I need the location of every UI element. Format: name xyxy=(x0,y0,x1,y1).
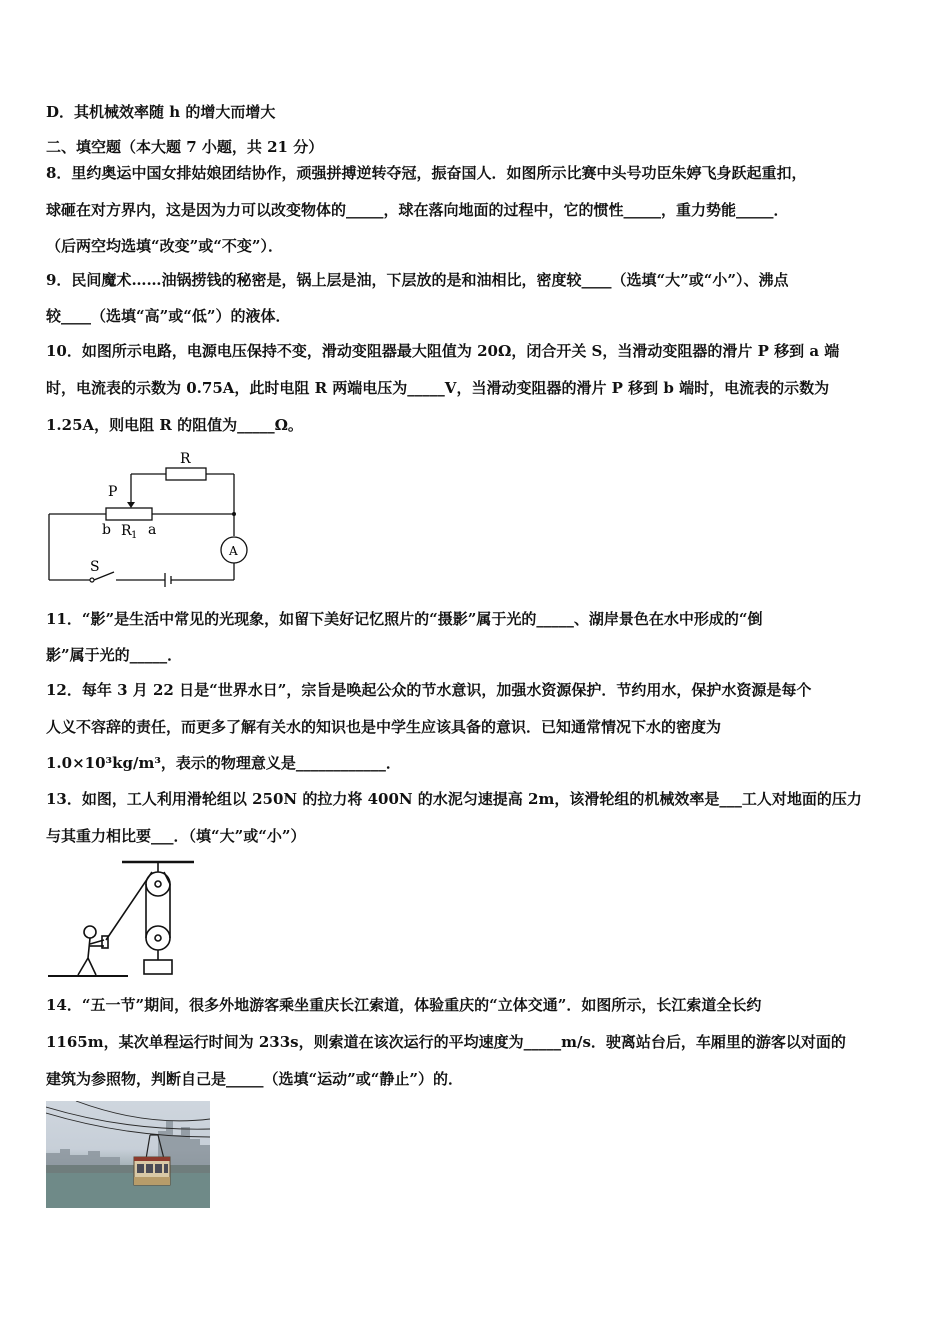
section-heading-fill-in: 二、填空题（本大题 7 小题，共 21 分） xyxy=(46,138,324,156)
option-d: D．其机械效率随 h 的增大而增大 xyxy=(46,103,276,121)
q13-line-1: 13．如图，工人利用滑轮组以 250N 的拉力将 400N 的水泥匀速提高 2m，该滑轮组的机械效率是___工人对地面的压力 xyxy=(46,790,862,808)
label-P: P xyxy=(108,484,118,500)
q14-line-3: 建筑为参照物，判断自己是_____（选填“运动”或“静止”）的． xyxy=(46,1070,464,1088)
circuit-diagram xyxy=(44,444,254,589)
q9-line-2: 较____（选填“高”或“低”）的液体． xyxy=(46,307,291,325)
q14-line-1: 14．“五一节”期间，很多外地游客乘坐重庆长江索道，体验重庆的“立体交通”．如图所示，长江索道全长约 xyxy=(46,996,762,1014)
q13-line-2: 与其重力相比要___．（填“大”或“小”） xyxy=(46,827,306,845)
q14-line-2: 1165m，某次单程运行时间为 233s，则索道在该次运行的平均速度为_____m/s．驶离站台后，车厢里的游客以对面的 xyxy=(46,1033,846,1051)
q10-line-1: 10．如图所示电路，电源电压保持不变，滑动变阻器最大阻值为 20Ω，闭合开关 S，当滑动变阻器的滑片 P 移到 a 端 xyxy=(46,342,840,360)
label-ammeter: A xyxy=(229,544,238,558)
label-b: b xyxy=(102,522,111,538)
q12-line-3: 1.0×10³kg/m³，表示的物理意义是____________． xyxy=(46,754,401,772)
label-R: R xyxy=(180,451,191,467)
q10-line-3: 1.25A，则电阻 R 的阻值为_____Ω。 xyxy=(46,416,303,434)
q10-line-2: 时，电流表的示数为 0.75A，此时电阻 R 两端电压为_____V，当滑动变阻器的滑片 P 移到 b 端时，电流表的示数为 xyxy=(46,379,830,397)
q12-line-1: 12．每年 3 月 22 日是“世界水日”，宗旨是唤起公众的节水意识，加强水资源保护．节约用水，保护水资源是每个 xyxy=(46,681,812,699)
q12-line-2: 人义不容辞的责任，而更多了解有关水的知识也是中学生应该具备的意识．已知通常情况下水的密度为 xyxy=(46,718,722,736)
cable-car-photo xyxy=(46,1101,210,1208)
label-R1: R xyxy=(121,523,132,539)
label-a: a xyxy=(148,522,157,538)
q11-line-1: 11．“影”是生活中常见的光现象，如留下美好记忆照片的“摄影”属于光的_____、湖岸景色在水中形成的“倒 xyxy=(46,610,763,628)
slider-arrow-icon xyxy=(127,502,135,508)
q8-line-2: 球砸在对方界内，这是因为力可以改变物体的_____，球在落向地面的过程中，它的惯性_____，重力势能_____． xyxy=(46,201,789,219)
label-R1-sub: 1 xyxy=(131,530,138,541)
label-S: S xyxy=(90,559,100,575)
q9-line-1: 9．民间魔术……油锅捞钱的秘密是，锅上层是油，下层放的是和油相比，密度较____（选填“大”或“小”）、沸点 xyxy=(46,271,789,289)
q8-line-1: 8．里约奥运中国女排姑娘团结协作，顽强拼搏逆转夺冠，振奋国人．如图所示比赛中头号功臣朱婷飞身跃起重扣， xyxy=(46,164,807,182)
pulley-diagram xyxy=(48,858,198,982)
q8-line-3: （后两空均选填“改变”或“不变”）． xyxy=(46,237,284,255)
q11-line-2: 影”属于光的_____． xyxy=(46,646,183,664)
